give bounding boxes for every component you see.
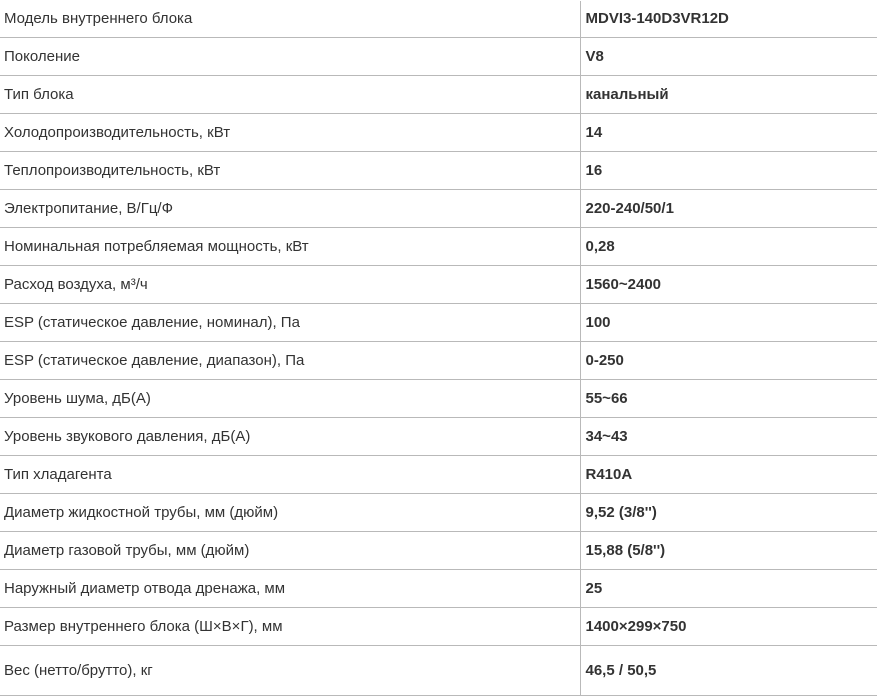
spec-label: Холодопроизводительность, кВт [0,114,580,152]
spec-value: R410A [580,456,877,494]
spec-value: 9,52 (3/8'') [580,494,877,532]
spec-label: Электропитание, В/Гц/Ф [0,190,580,228]
spec-label: Поколение [0,38,580,76]
spec-value: 14 [580,114,877,152]
spec-value: 34~43 [580,418,877,456]
spec-value: 220-240/50/1 [580,190,877,228]
spec-label: Теплопроизводительность, кВт [0,152,580,190]
spec-row-esp-range [0,342,877,380]
spec-value: 46,5 / 50,5 [580,646,877,696]
spec-label: Тип блока [0,76,580,114]
spec-row-airflow [0,266,877,304]
spec-value: 0-250 [580,342,877,380]
spec-label: Вес (нетто/брутто), кг [0,646,580,696]
spec-row-power-supply [0,190,877,228]
spec-row-power-consumption [0,228,877,266]
spec-row-generation [0,38,877,76]
spec-row-heating-capacity [0,152,877,190]
spec-value: 0,28 [580,228,877,266]
spec-label: Диаметр газовой трубы, мм (дюйм) [0,532,580,570]
spec-value: канальный [580,76,877,114]
spec-value: MDVI3-140D3VR12D [580,1,877,38]
spec-label: Тип хладагента [0,456,580,494]
spec-value: V8 [580,38,877,76]
specifications-table [0,1,877,696]
spec-row-liquid-pipe [0,494,877,532]
spec-row-sound-pressure [0,418,877,456]
spec-value: 55~66 [580,380,877,418]
spec-value: 25 [580,570,877,608]
spec-row-unit-type [0,76,877,114]
spec-row-refrigerant [0,456,877,494]
spec-label: Уровень звукового давления, дБ(А) [0,418,580,456]
spec-row-dimensions [0,608,877,646]
spec-row-noise-level [0,380,877,418]
spec-label: Уровень шума, дБ(А) [0,380,580,418]
spec-value: 1400×299×750 [580,608,877,646]
spec-value: 15,88 (5/8'') [580,532,877,570]
spec-row-weight [0,646,877,696]
spec-label: Номинальная потребляемая мощность, кВт [0,228,580,266]
spec-value: 1560~2400 [580,266,877,304]
spec-label: Расход воздуха, м³/ч [0,266,580,304]
spec-row-cooling-capacity [0,114,877,152]
spec-value: 100 [580,304,877,342]
spec-row-esp-nominal [0,304,877,342]
spec-label: ESP (статическое давление, диапазон), Па [0,342,580,380]
spec-row-model [0,1,877,38]
spec-row-drain-diameter [0,570,877,608]
spec-label: Диаметр жидкостной трубы, мм (дюйм) [0,494,580,532]
spec-label: Размер внутреннего блока (Ш×В×Г), мм [0,608,580,646]
spec-row-gas-pipe [0,532,877,570]
spec-label: Модель внутреннего блока [0,1,580,38]
spec-label: Наружный диаметр отвода дренажа, мм [0,570,580,608]
spec-value: 16 [580,152,877,190]
spec-label: ESP (статическое давление, номинал), Па [0,304,580,342]
